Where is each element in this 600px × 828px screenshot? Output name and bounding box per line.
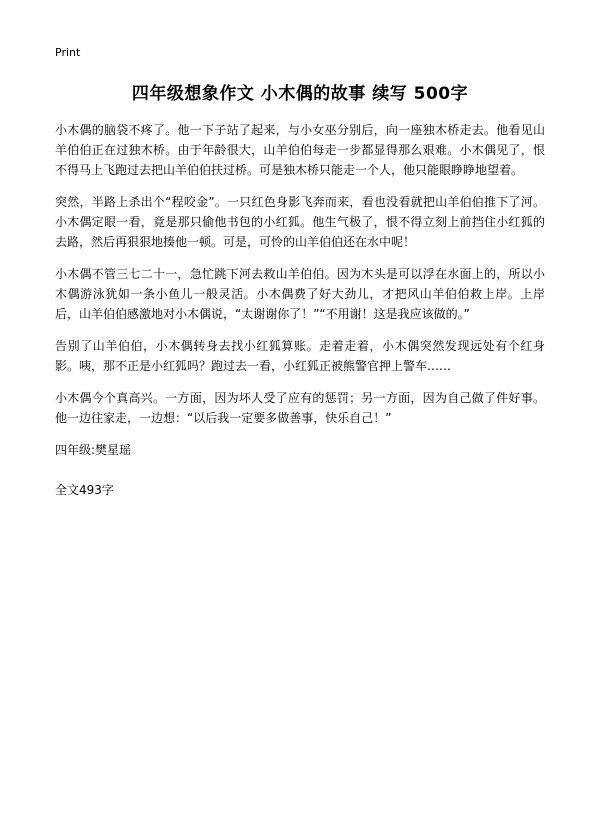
print-link[interactable]: Print	[55, 46, 81, 59]
article-body	[55, 120, 545, 500]
paragraph-3: 小木偶不管三七二十一，急忙跳下河去救山羊伯伯。因为木头是可以浮在水面上的，所以小木偶游泳犹如一条小鱼儿一般灵活。小木偶费了好大劲儿，才把风山羊伯伯救上岸。上岸后，山羊伯伯感激地对小木偶说，“太谢谢你了！”“不用谢！这是我应该做的。”	[55, 267, 545, 321]
word-count: 全文493字	[55, 483, 114, 497]
paragraph-1: 小木偶的脑袋不疼了。他一下子站了起来，与小女巫分别后，向一座独木桥走去。他看见山羊伯伯正在过独木桥。由于年龄很大，山羊伯伯每走一步都显得那么艰难。小木偶见了，恨不得马上飞跑过去把山羊伯伯扶过桥。可是独木桥只能走一个人，他只能眼睁睁地望着。	[55, 123, 545, 177]
author-line: 四年级:樊星瑶	[55, 443, 132, 457]
article-title: 四年级想象作文 小木偶的故事 续写 500字	[131, 84, 469, 104]
paragraph-2: 突然，半路上杀出个“程咬金”。一只红色身影飞奔而来，看也没看就把山羊伯伯推下了河。小木偶定眼一看，竟是那只偷他书包的小红狐。他生气极了，恨不得立刻上前挡住小红狐的去路，然后再狠狠地揍他一顿。可是，可怜的山羊伯伯还在水中呢！	[55, 195, 545, 249]
paragraph-4: 告别了山羊伯伯，小木偶转身去找小红狐算账。走着走着，小木偶突然发现远处有个红身影。咦，那不正是小红狐吗？跑过去一看，小红狐正被熊警官押上警车……	[55, 339, 545, 373]
paragraph-5: 小木偶今个真高兴。一方面，因为坏人受了应有的惩罚；另一方面，因为自己做了件好事。他一边往家走，一边想：“以后我一定要多做善事，快乐自己！”	[55, 391, 545, 425]
